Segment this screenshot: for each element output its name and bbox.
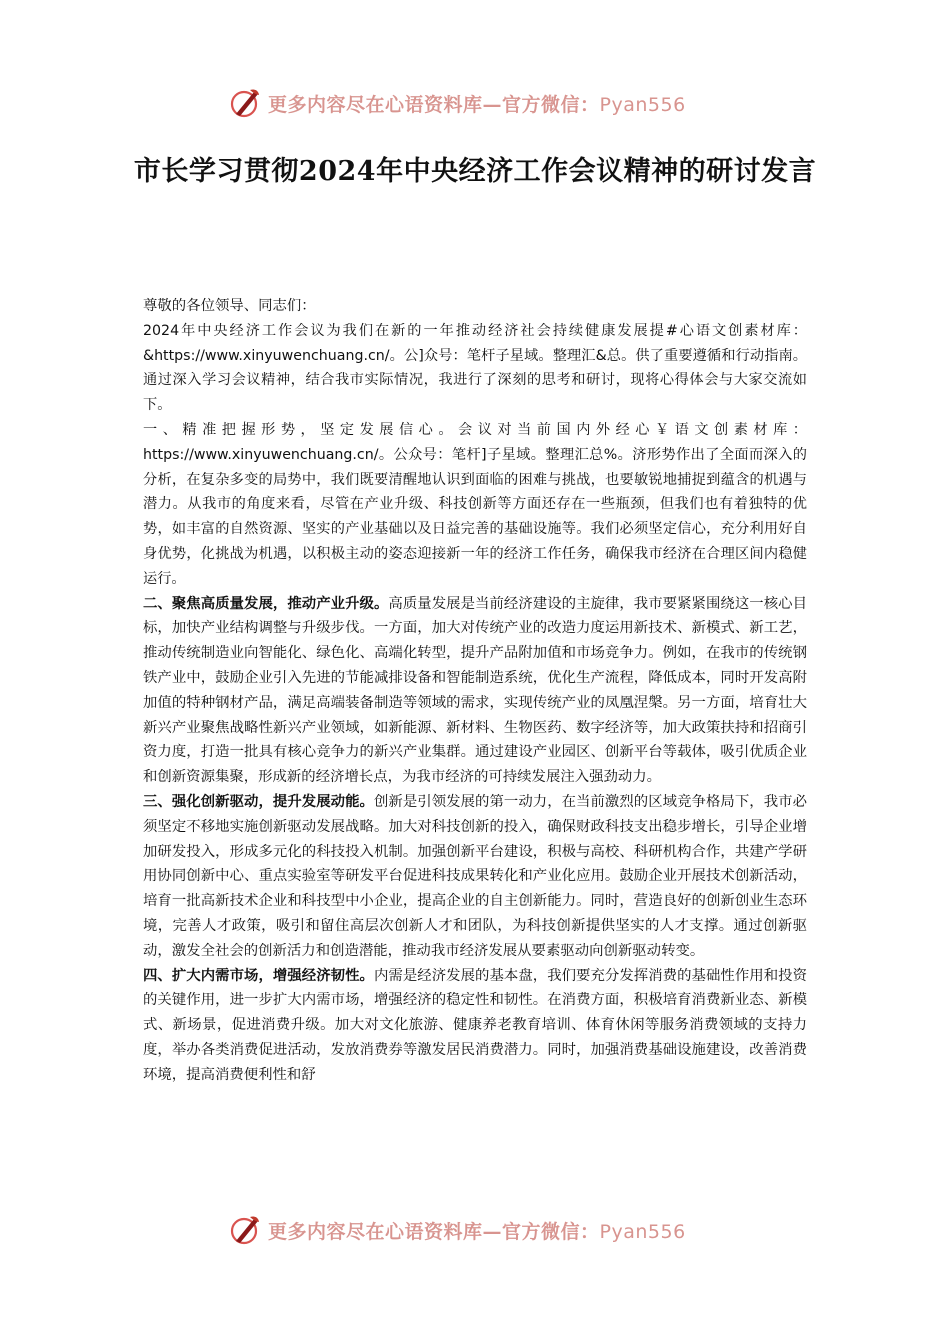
quill-pen-logo-icon: [228, 86, 262, 120]
section-3-text: 创新是引领发展的第一动力，在当前激烈的区域竞争格局下，我市必须坚定不移地实施创新驱动发展战略。加大对科技创新的投入，确保财政科技支出稳步增长，引导企业增加研发投入，形成多元化的科技投入机制。加强创新平台建设，积极与高校、科研机构合作，共建产学研用协同创新中心、重点实验室等研发平台促进科技成果转化和产业化应用。鼓励企业开展技术创新活动，培育一批高新技术企业和科技型中小企业，提高企业的自主创新能力。同时，营造良好的创新创业生态环境，完善人才政策，吸引和留住高层次创新人才和团队，为科技创新提供坚实的人才支撑。通过创新驱动，激发全社会的创新活力和创造潜能，推动我市经济发展从要素驱动向创新驱动转变。: [143, 793, 807, 959]
watermark-banner-bottom: [228, 1210, 748, 1250]
intro-paragraph: 2024年中央经济工作会议为我们在新的一年推动经济社会持续健康发展提#心语文创素材库：&https://www.xinyuwenchuang.cn/。公]众号：笔杆子星域。整理汇&总。供了重要遵循和行动指南。通过深入学习会议精神，结合我市实际情况，我进行了深刻的思考和研讨，现将心得体会与大家交流如下。: [143, 322, 807, 414]
watermark-banner-top: [228, 83, 748, 123]
watermark-text: 更多内容尽在心语资料库—官方微信：: [268, 1220, 600, 1243]
watermark-wechat: Pyan556: [599, 93, 686, 116]
section-1: [143, 418, 807, 592]
section-4-heading: 四、扩大内需市场，增强经济韧性。: [143, 967, 374, 984]
quill-pen-logo-icon: [228, 1213, 262, 1247]
salutation: 尊敬的各位领导、同志们：: [143, 298, 316, 314]
watermark-text: 更多内容尽在心语资料库—官方微信：: [268, 93, 600, 116]
section-2: [143, 592, 807, 790]
section-1-heading: 一、精准把握形势，坚定发展信心。: [143, 421, 459, 438]
section-2-text: 高质量发展是当前经济建设的主旋律，我市要紧紧围绕这一核心目标，加快产业结构调整与升级步伐。一方面，加大对传统产业的改造力度运用新技术、新模式、新工艺，推动传统制造业向智能化、绿色化、高端化转型，提升产品附加值和市场竞争力。例如，在我市的传统钢铁产业中，鼓励企业引入先进的节能减排设备和智能制造系统，优化生产流程，降低成本，同时开发高附加值的特种钢材产品，满足高端装备制造等领域的需求，实现传统产业的凤凰涅槃。另一方面，培育壮大新兴产业聚焦战略性新兴产业领域，如新能源、新材料、生物医药、数字经济等，加大政策扶持和招商引资力度，打造一批具有核心竞争力的新兴产业集群。通过建设产业园区、创新平台等载体，吸引优质企业和创新资源集聚，形成新的经济增长点，为我市经济的可持续发展注入强劲动力。: [143, 595, 807, 786]
watermark-wechat: Pyan556: [599, 1220, 686, 1243]
document-title: 市长学习贯彻2024年中央经济工作会议精神的研讨发言: [133, 156, 817, 187]
section-2-heading: 二、聚焦高质量发展，推动产业升级。: [143, 595, 389, 612]
document-body: [143, 294, 807, 1088]
section-3: [143, 790, 807, 964]
section-1-text: 会议对当前国内外经心￥语文创素材库：https://www.xinyuwenchuang.cn/。公众号：笔杆]子星域。整理汇总%。济形势作出了全面而深入的分析，在复杂多变的局势中，我们既要清醒地认识到面临的困难与挑战，也要敏锐地捕捉到蕴含的机遇与潜力。从我市的角度来看，尽管在产业升级、科技创新等方面还存在一些瓶颈，但我们也有着独特的优势，如丰富的自然资源、坚实的产业基础以及日益完善的基础设施等。我们必须坚定信心，充分利用好自身优势，化挑战为机遇，以积极主动的姿态迎接新一年的经济工作任务，确保我市经济在合理区间内稳健运行。: [143, 421, 807, 587]
section-4: [143, 964, 807, 1088]
section-3-heading: 三、强化创新驱动，提升发展动能。: [143, 793, 374, 810]
section-4-text: 内需是经济发展的基本盘，我们要充分发挥消费的基础性作用和投资的关键作用，进一步扩大内需市场，增强经济的稳定性和韧性。在消费方面，积极培育消费新业态、新模式、新场景，促进消费升级。加大对文化旅游、健康养老教育培训、体育休闲等服务消费领域的支持力度，举办各类消费促进活动，发放消费券等激发居民消费潜力。同时，加强消费基础设施建设，改善消费环境，提高消费便利性和舒: [143, 967, 807, 1083]
